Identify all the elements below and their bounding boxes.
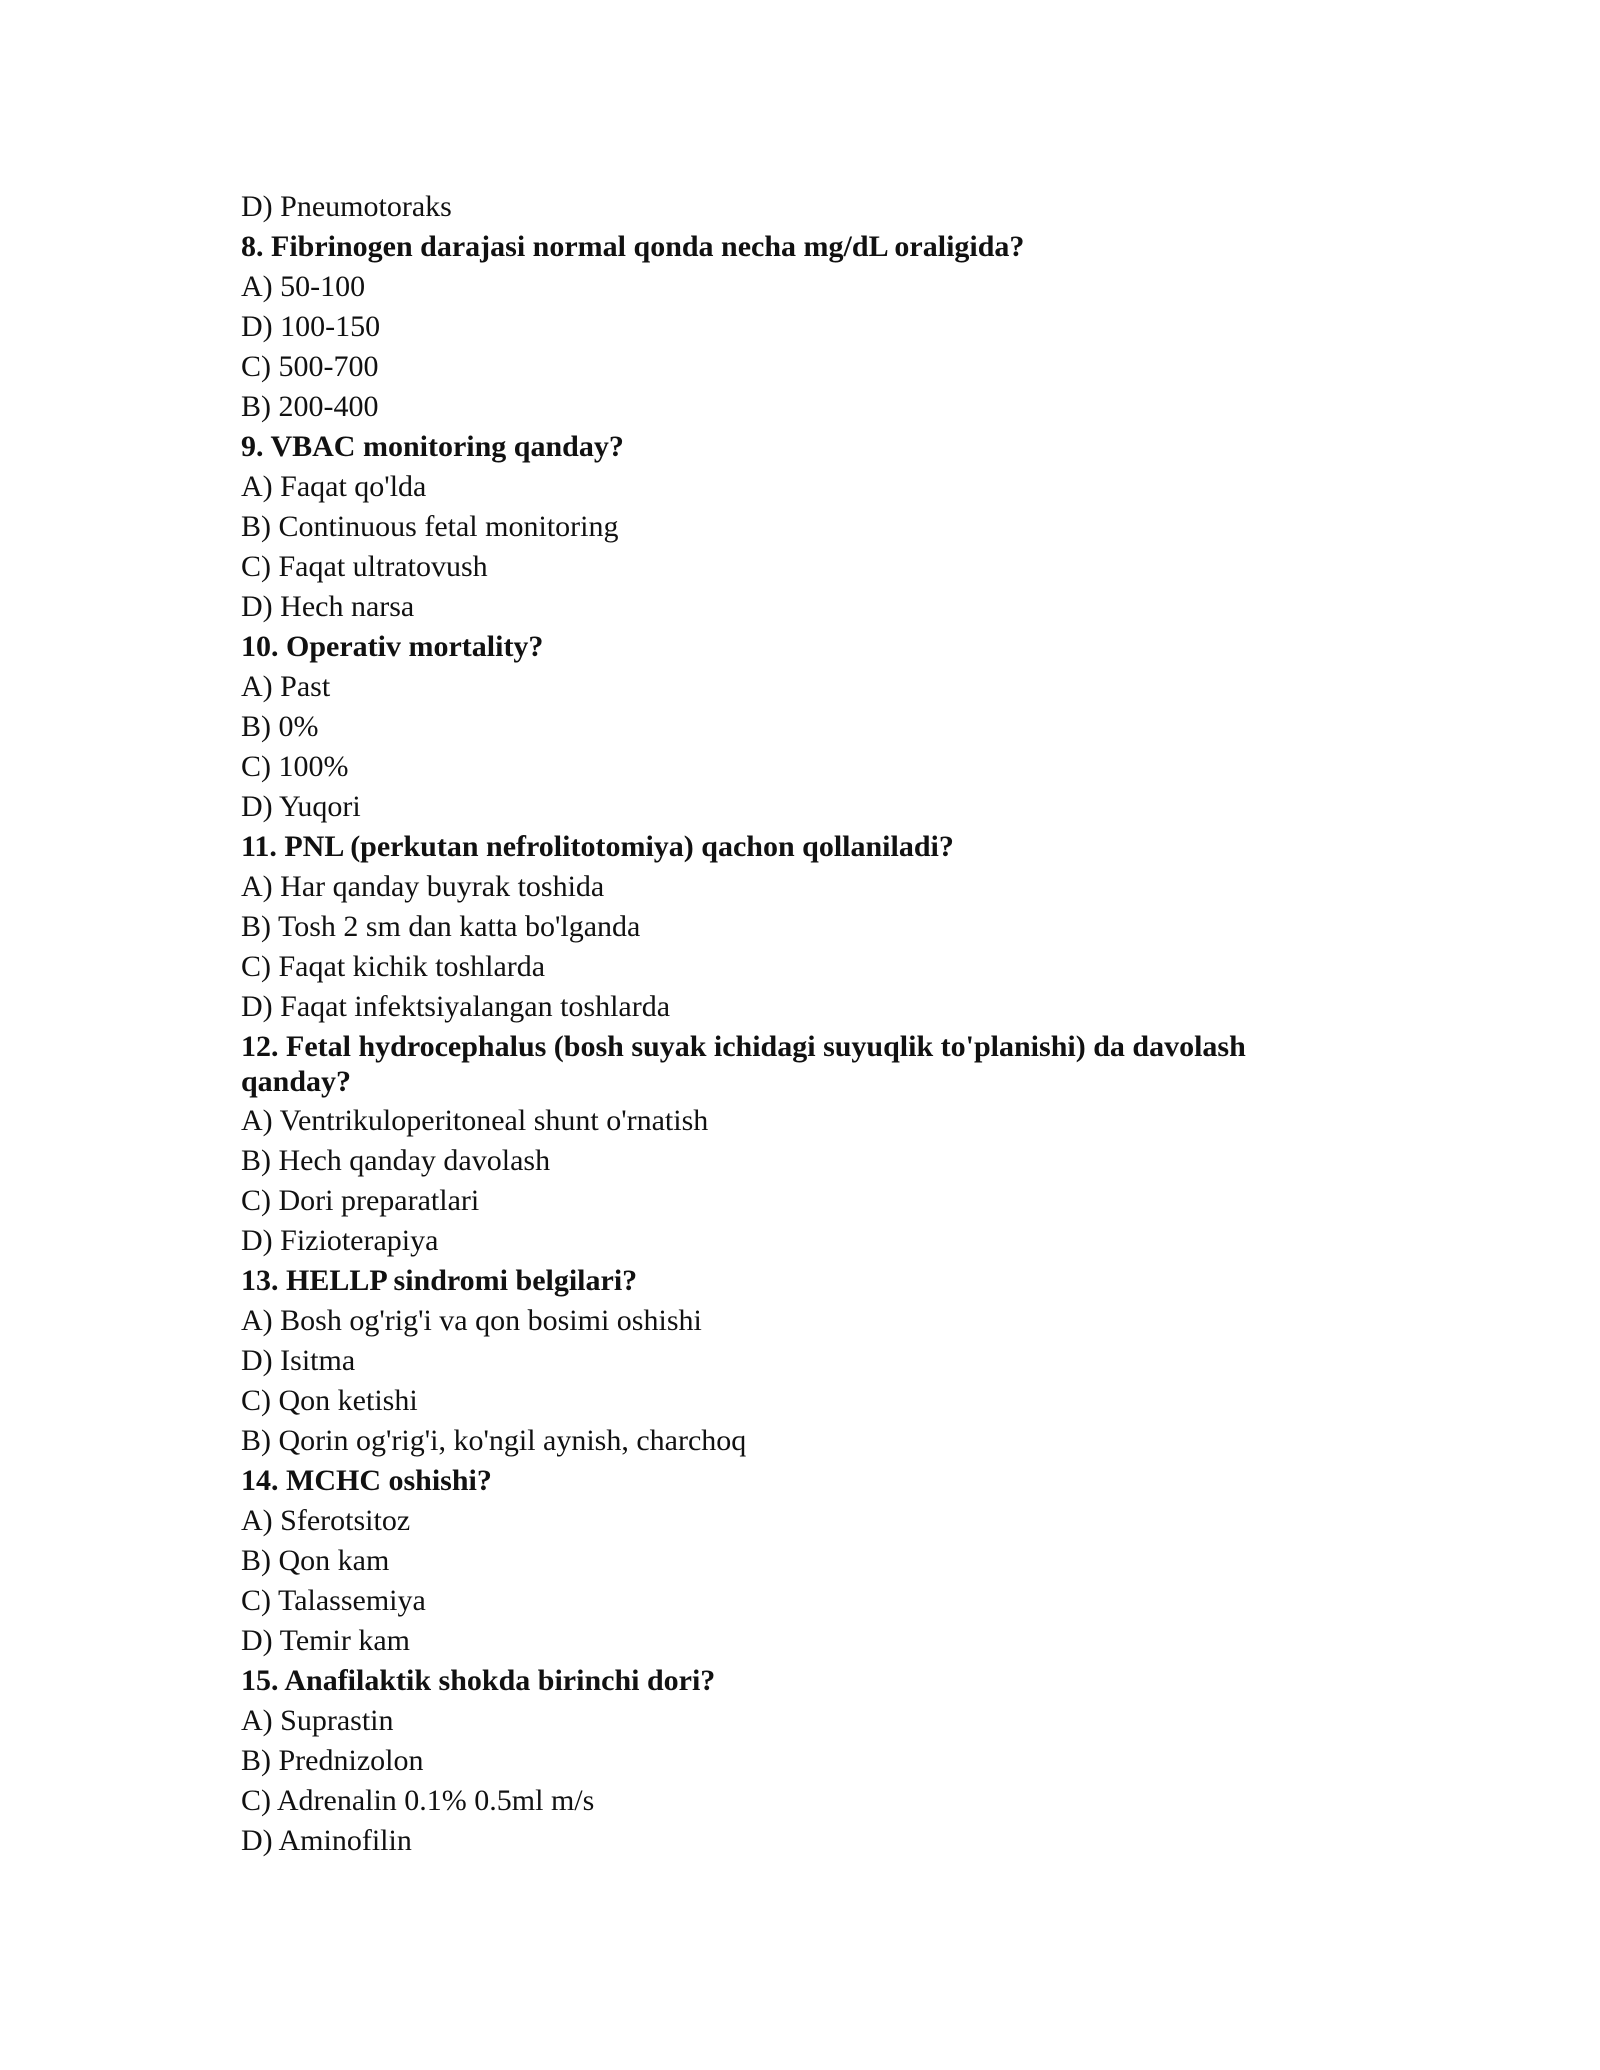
answer-option: C) 100% (241, 750, 349, 783)
answer-option: A) Bosh og'rig'i va qon bosimi oshishi (241, 1304, 702, 1337)
answer-option: D) Hech narsa (241, 590, 415, 623)
answer-option: C) Dori preparatlari (241, 1184, 480, 1217)
answer-option: B) Prednizolon (241, 1744, 424, 1777)
answer-option: A) Sferotsitoz (241, 1504, 411, 1537)
answer-option: B) Continuous fetal monitoring (241, 510, 619, 543)
answer-option: C) Adrenalin 0.1% 0.5ml m/s (241, 1784, 595, 1817)
answer-option: D) 100-150 (241, 310, 381, 343)
answer-option: D) Yuqori (241, 790, 361, 823)
answer-option: D) Pneumotoraks (241, 190, 452, 223)
answer-option: A) Har qanday buyrak toshida (241, 870, 605, 903)
answer-option: D) Aminofilin (241, 1824, 412, 1857)
answer-option: D) Isitma (241, 1344, 356, 1377)
answer-option: B) Qon kam (241, 1544, 390, 1577)
quiz-content (241, 187, 1371, 1861)
answer-option: C) 500-700 (241, 350, 379, 383)
answer-option: B) 200-400 (241, 390, 379, 423)
question-heading: 12. Fetal hydrocephalus (bosh suyak ichidagi suyuqlik to'planishi) da davolash qanday? (241, 1030, 1246, 1098)
question-heading: 9. VBAC monitoring qanday? (241, 430, 624, 463)
answer-option: A) Suprastin (241, 1704, 394, 1737)
answer-option: C) Qon ketishi (241, 1384, 418, 1417)
answer-option: B) Qorin og'rig'i, ko'ngil aynish, charchoq (241, 1424, 747, 1457)
answer-option: B) 0% (241, 710, 319, 743)
answer-option: C) Faqat kichik toshlarda (241, 950, 546, 983)
answer-option: A) 50-100 (241, 270, 366, 303)
answer-option: D) Temir kam (241, 1624, 410, 1657)
question-heading: 11. PNL (perkutan nefrolitotomiya) qachon qollaniladi? (241, 830, 954, 863)
answer-option: B) Hech qanday davolash (241, 1144, 551, 1177)
question-heading: 14. MCHC oshishi? (241, 1464, 492, 1497)
answer-option: A) Ventrikuloperitoneal shunt o'rnatish (241, 1104, 709, 1137)
question-heading: 15. Anafilaktik shokda birinchi dori? (241, 1664, 716, 1697)
answer-option: B) Tosh 2 sm dan katta bo'lganda (241, 910, 641, 943)
answer-option: A) Past (241, 670, 331, 703)
question-heading: 13. HELLP sindromi belgilari? (241, 1264, 638, 1297)
question-heading: 10. Operativ mortality? (241, 630, 544, 663)
answer-option: D) Fizioterapiya (241, 1224, 439, 1257)
question-heading: 8. Fibrinogen darajasi normal qonda necha mg/dL oraligida? (241, 230, 1025, 263)
answer-option: C) Talassemiya (241, 1584, 426, 1617)
answer-option: C) Faqat ultratovush (241, 550, 488, 583)
answer-option: A) Faqat qo'lda (241, 470, 427, 503)
answer-option: D) Faqat infektsiyalangan toshlarda (241, 990, 671, 1023)
